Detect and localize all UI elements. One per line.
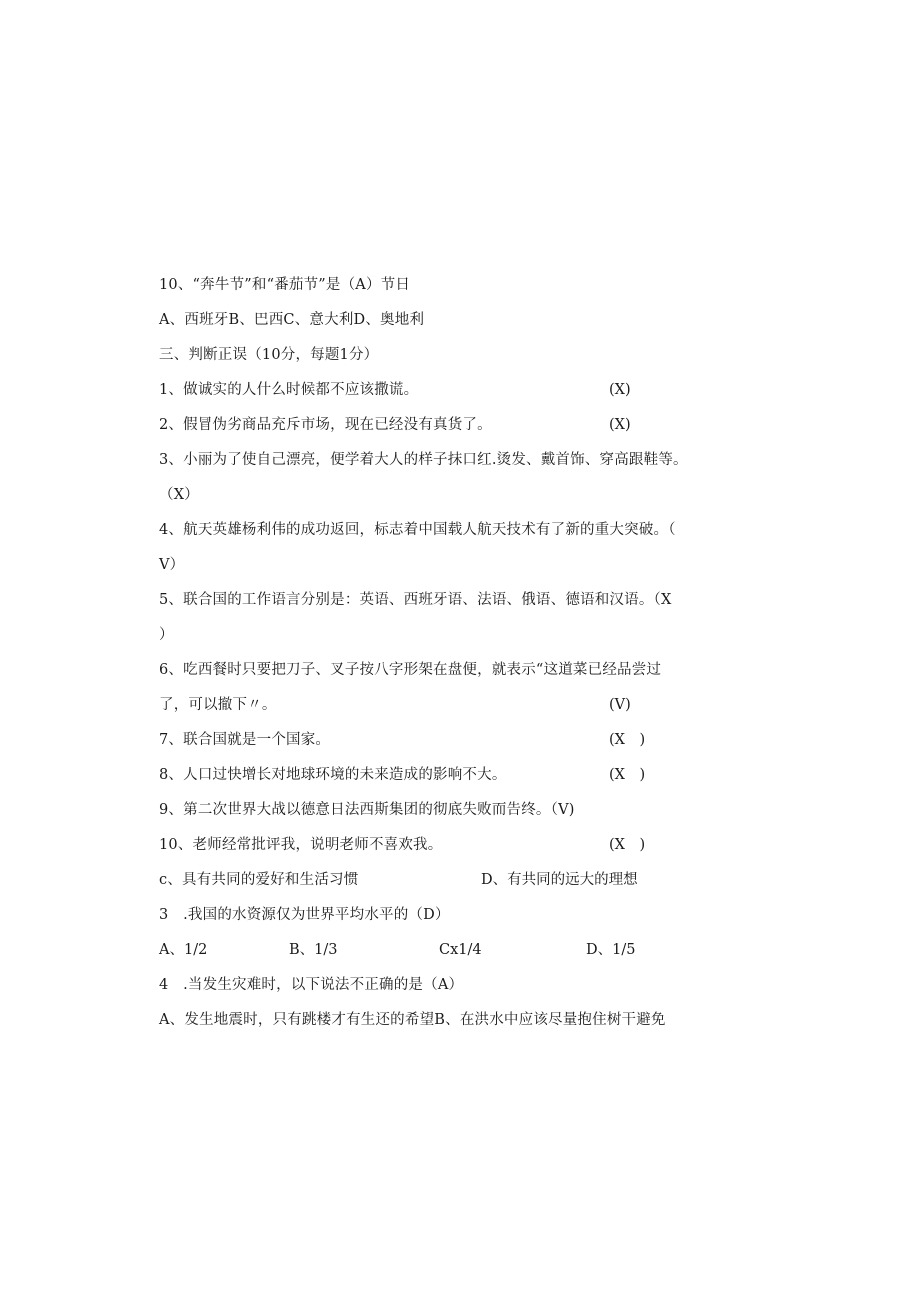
tf-item-3: 3、小丽为了使自己漂亮，便学着大人的样子抹口红.烫发、戴首饰、穿高跟鞋等。 xyxy=(159,452,688,468)
tf-item-6-continued: 了，可以撤下〃。 xyxy=(159,697,277,713)
question-3-option-d: D、1/5 xyxy=(586,942,636,958)
tf-item-10-answer: (X ) xyxy=(609,837,646,853)
tf-item-4-answer: V） xyxy=(159,557,185,573)
tf-item-4: 4、航天英雄杨利伟的成功返回，标志着中国载人航天技术有了新的重大突破。（ xyxy=(159,522,676,538)
question-3-option-a: A、1/2 xyxy=(159,942,208,958)
tf-item-2: 2、假冒伪劣商品充斥市场，现在已经没有真货了。 xyxy=(159,417,492,433)
tf-item-2-answer: (X) xyxy=(609,417,631,433)
question-3-option-c: Cx1/4 xyxy=(439,942,482,958)
tf-item-8-answer: (X ) xyxy=(609,767,646,783)
question-4-disaster: 4 .当发生灾难时，以下说法不正确的是（A） xyxy=(159,977,464,993)
tf-item-10: 10、老师经常批评我，说明老师不喜欢我。 xyxy=(159,837,443,853)
question-3-water: 3 .我国的水资源仅为世界平均水平的（D） xyxy=(159,907,450,923)
tf-item-6: 6、吃西餐时只要把刀子、叉子按八字形架在盘便，就表示“这道菜已经品尝过 xyxy=(159,662,662,678)
tf-item-5: 5、联合国的工作语言分别是：英语、西班牙语、法语、俄语、德语和汉语。（X xyxy=(159,592,672,608)
option-d: D、有共同的远大的理想 xyxy=(481,872,638,888)
question-4-options: A、发生地震时，只有跳楼才有生还的希望B、在洪水中应该尽量抱住树干避免 xyxy=(159,1012,666,1028)
question-10-options: A、西班牙B、巴西C、意大利D、奥地利 xyxy=(159,312,425,328)
tf-item-5-answer: ） xyxy=(159,627,174,643)
section-heading-true-false: 三、判断正误（10分，每题1分） xyxy=(159,347,379,363)
question-3-option-b: B、1/3 xyxy=(289,942,338,958)
tf-item-1-answer: (X) xyxy=(609,382,631,398)
question-10-festival: 10、“奔牛节”和“番茄节”是（A）节日 xyxy=(159,277,411,293)
tf-item-1: 1、做诚实的人什么时候都不应该撒谎。 xyxy=(159,382,419,398)
tf-item-7-answer: (X ) xyxy=(609,732,646,748)
option-c: c、具有共同的爱好和生活习惯 xyxy=(159,872,359,888)
tf-item-6-answer: (V) xyxy=(609,697,631,713)
tf-item-3-answer: （X） xyxy=(159,487,199,503)
tf-item-8: 8、人口过快增长对地球环境的未来造成的影响不大。 xyxy=(159,767,507,783)
tf-item-7: 7、联合国就是一个国家。 xyxy=(159,732,331,748)
tf-item-9: 9、第二次世界大战以德意日法西斯集团的彻底失败而告终。（V) xyxy=(159,802,575,818)
